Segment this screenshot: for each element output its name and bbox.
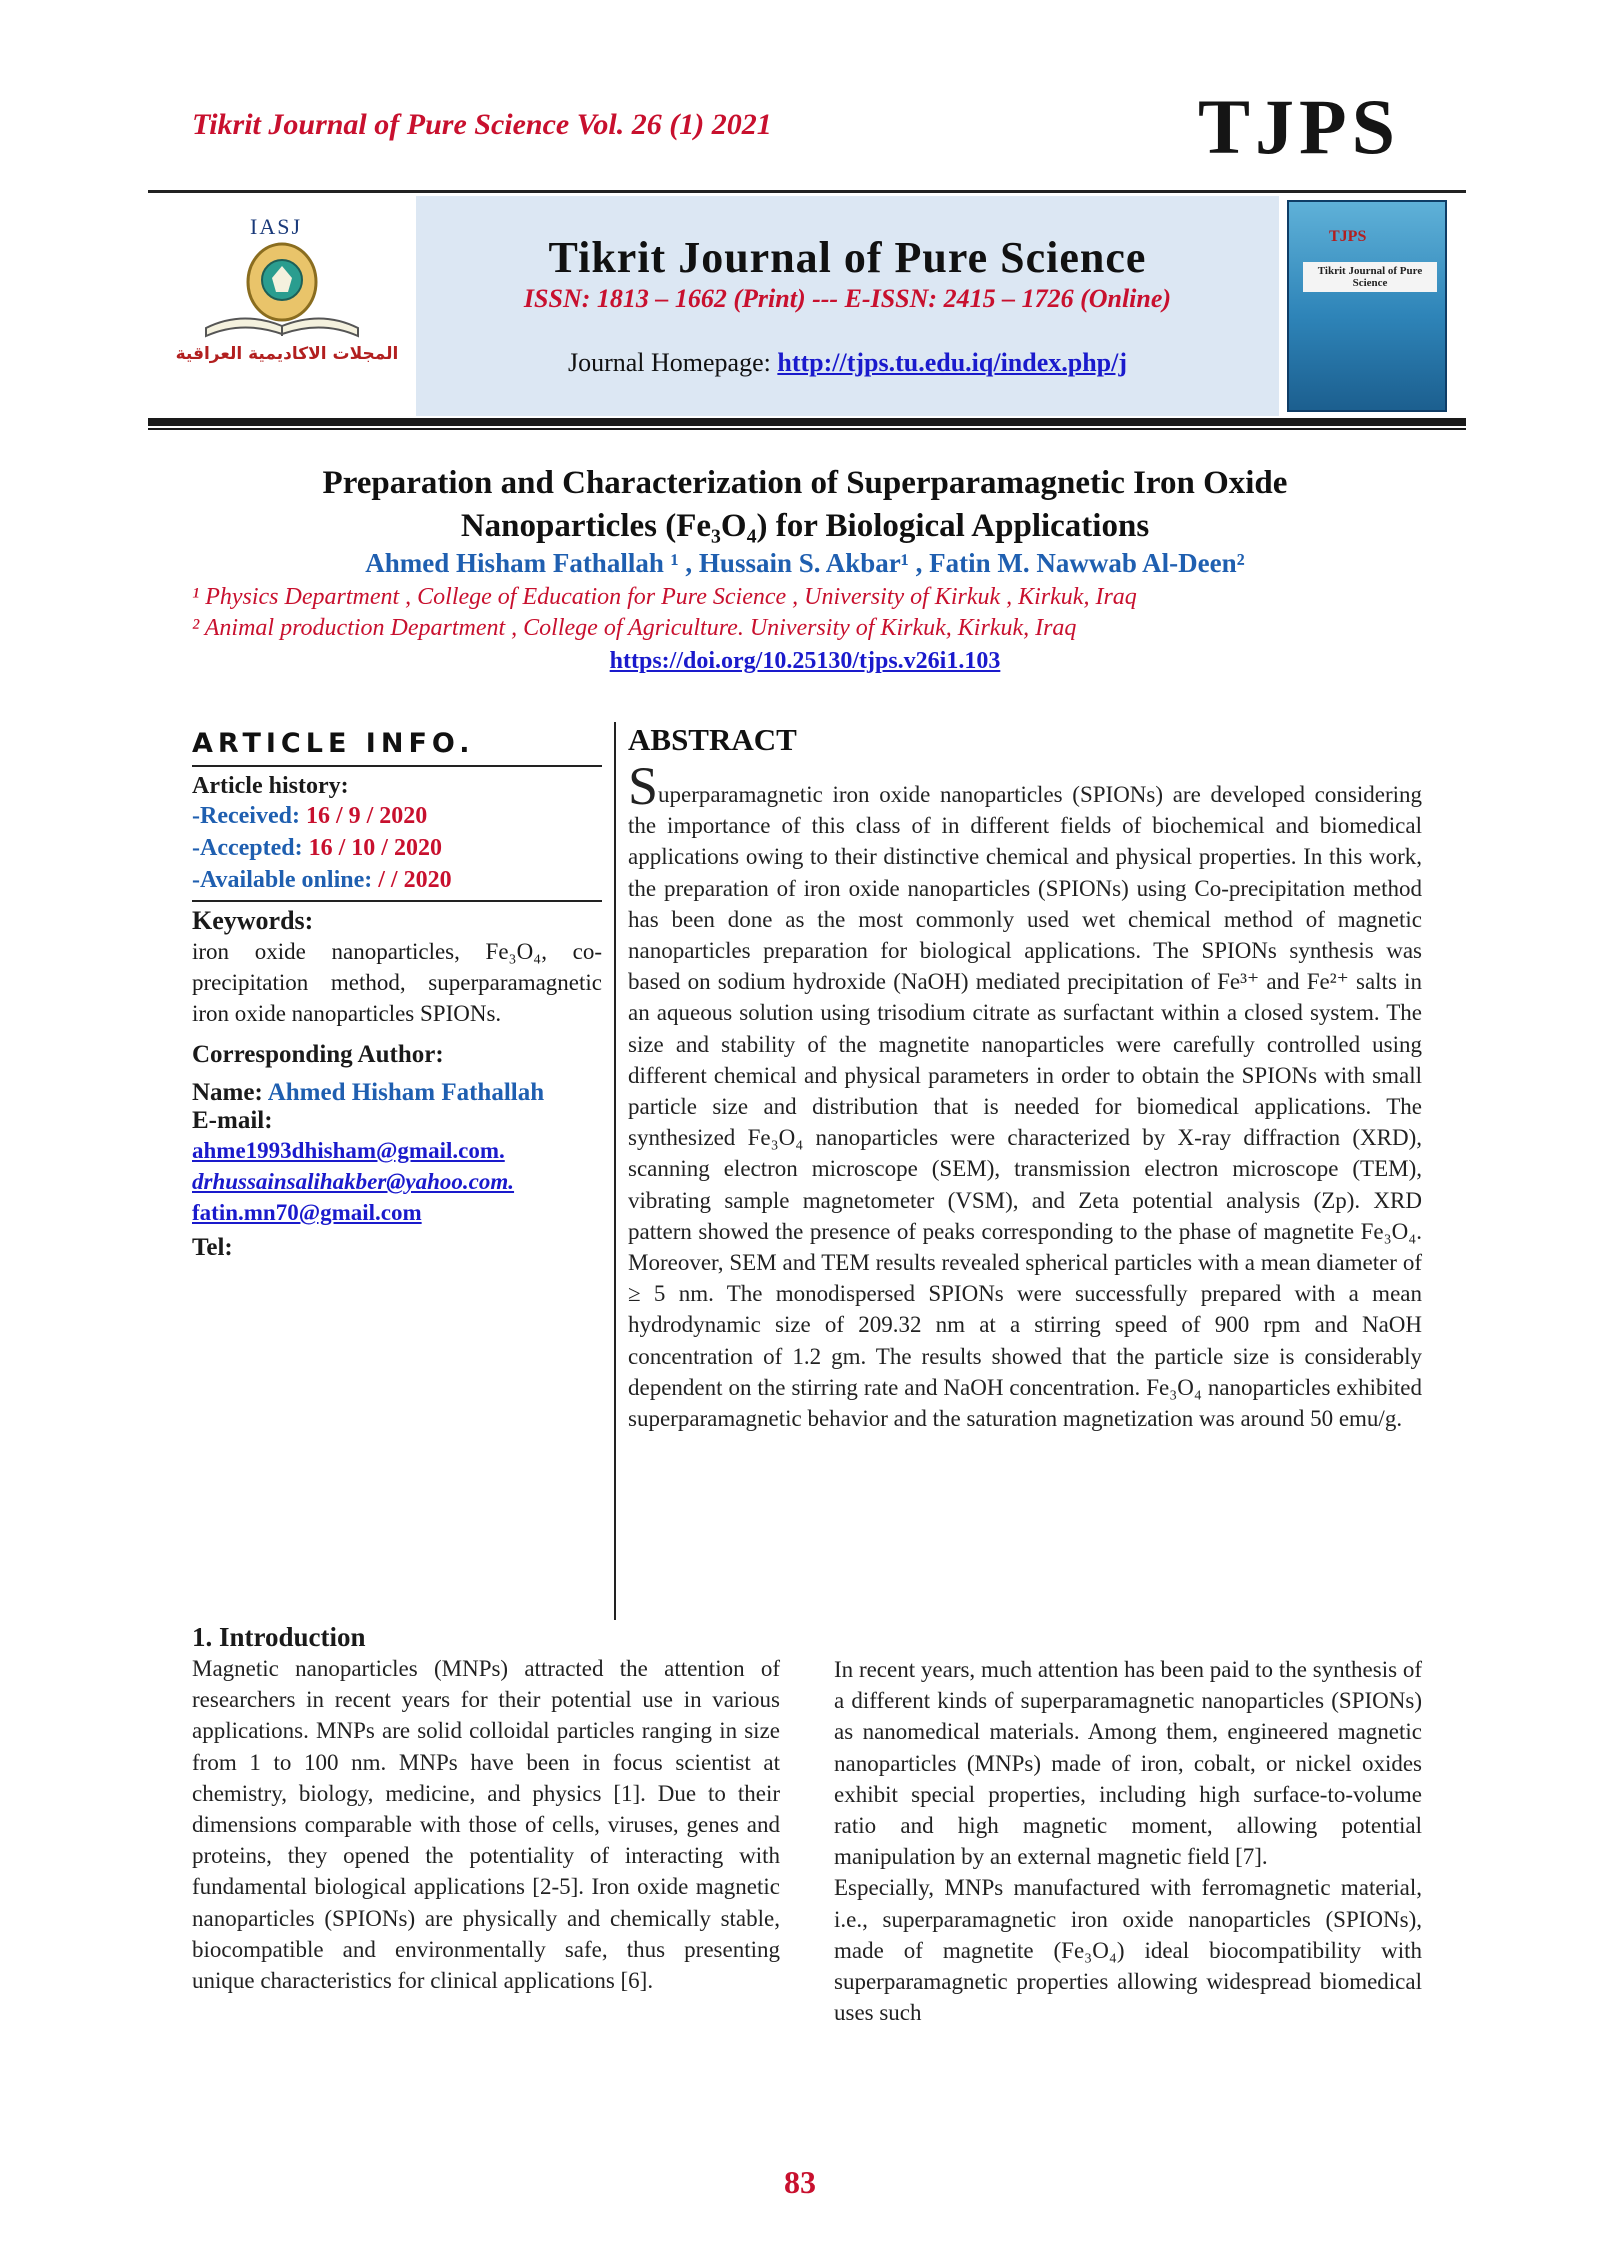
- page-number: 83: [784, 2164, 816, 2200]
- iasj-logo: [148, 196, 416, 416]
- keywords-box: [192, 900, 602, 1029]
- paper-title: [160, 462, 1450, 548]
- column-divider: [614, 722, 616, 1620]
- available-value: / / 2020: [378, 867, 452, 893]
- affiliation-1: ¹ Physics Department , College of Education for Pure Science , University of Kirkuk , Kirkuk, Iraq: [192, 584, 1137, 610]
- received-line: [192, 800, 602, 832]
- accepted-line: [192, 832, 602, 864]
- running-head: Tikrit Journal of Pure Science Vol. 26 (1) 2021: [192, 108, 772, 141]
- corresponding-heading: Corresponding Author:: [192, 1041, 444, 1068]
- journal-cover: [1279, 196, 1466, 416]
- issn: ISSN: 1813 – 1662 (Print) --- E-ISSN: 2415 – 1726 (Online): [523, 284, 1172, 313]
- homepage-label: Journal Homepage:: [567, 348, 771, 377]
- abstract-heading: ABSTRACT: [628, 722, 797, 757]
- authors: Ahmed Hisham Fathallah ¹ , Hussain S. Akbar¹ , Fatin M. Nawwab Al-Deen²: [365, 548, 1245, 578]
- abstract-text: [628, 756, 1422, 1434]
- available-line: [192, 864, 602, 896]
- introduction-right-column: [834, 1654, 1422, 2028]
- email-heading: E-mail:: [192, 1107, 273, 1134]
- email-link-3[interactable]: fatin.mn70@gmail.com: [192, 1200, 422, 1225]
- article-info-panel: [192, 728, 602, 1262]
- banner-rule-bottom: [148, 418, 1466, 426]
- tjps-logo: TJPS: [1198, 83, 1401, 170]
- cover-title: Tikrit Journal of Pure Science: [1303, 262, 1437, 292]
- abstract-body: uperparamagnetic iron oxide nanoparticles (SPIONs) are developed considering the importance of this class of in different fields of biochemical and biomedical applications owing to their distinctive chemical and physical properties. In this work, the preparation of iron oxide nanoparticles (SPIONs) using Co-precipitation method has been done as the most commonly used wet chemical method of magnetic nanoparticles preparation for biological applications. The SPIONs synthesis was based on sodium hydroxide (NaOH) mediated precipitation of Fe³⁺ and Fe²⁺ salts in an aqueous solution using trisodium citrate as surfactant within a closed system. The size and stability of the magnetite nanoparticles were carefully controlled using different chemical and physical parameters in order to obtain the SPIONs with small particle size and distribution that is needed for biomedical applications. The synthesized Fe₃O₄ nanoparticles were characterized by X-ray diffraction (XRD), scanning electron microscope (SEM), transmission electron microscope (TEM), vibrating sample magnetometer (VSM), and Zeta potential analysis (Zp). XRD pattern showed the presence of peaks corresponding to the phase of magnetite Fe₃O₄. Moreover, SEM and TEM results revealed spherical particles with a mean diameter of ≥ 5 nm. The monodispersed SPIONs were successfully prepared with a mean hydrodynamic size of 209.32 nm at a stirring speed of 900 rpm and NaOH concentration of 1.2 gm. The results showed that the particle size is considerably dependent on the stirring rate and NaOH concentration. Fe₃O₄ nanoparticles exhibited superparamagnetic behavior and the saturation magnetization was around 50 emu/g.: [628, 782, 1422, 1432]
- title-line-1: Preparation and Characterization of Superparamagnetic Iron Oxide: [322, 465, 1288, 501]
- introduction-heading: 1. Introduction: [192, 1622, 366, 1652]
- iasj-arabic-label: المجلات الاكاديمية العراقية: [175, 344, 399, 364]
- article-info-heading: ARTICLE INFO.: [192, 728, 602, 767]
- banner-rule-top: [148, 190, 1466, 193]
- introduction-left-column: [192, 1622, 780, 1996]
- available-label: -Available online:: [192, 867, 373, 893]
- introduction-paragraph-2: In recent years, much attention has been paid to the synthesis of a different kinds of superparamagnetic nanoparticles (SPIONs) as nanomedical materials. Among them, engineered magnetic nanoparticles (MNPs) made of iron, cobalt, or nickel oxides exhibit special properties, including high surface-to-volume ratio and high magnetic moment, allowing potential manipulation by an external magnetic field [7].: [834, 1657, 1422, 1870]
- drop-cap: S: [628, 756, 659, 816]
- homepage-link[interactable]: http://tjps.tu.edu.iq/index.php/j: [777, 348, 1128, 377]
- journal-name: Tikrit Journal of Pure Science: [548, 233, 1147, 282]
- journal-banner: [148, 196, 1466, 416]
- name-label: Name:: [192, 1079, 263, 1106]
- introduction-paragraph-1: Magnetic nanoparticles (MNPs) attracted the attention of researchers in recent years for their potential use in various applications. MNPs are solid colloidal particles ranging in size from 1 to 100 nm. MNPs have been in focus scientist at chemistry, biology, medicine, and physics [1]. Due to their dimensions comparable with those of cells, viruses, genes and proteins, they opened the potentiality of interacting with fundamental biological applications [2-5]. Iron oxide magnetic nanoparticles (SPIONs) are physically and chemically stable, biocompatible and environmentally safe, thus presenting unique characteristics for clinical applications [6].: [192, 1656, 780, 1994]
- accepted-label: -Accepted:: [192, 835, 303, 861]
- email-link-2[interactable]: drhussainsalihakber@yahoo.com.: [192, 1169, 515, 1194]
- journal-homepage: [416, 348, 1279, 378]
- accepted-value: 16 / 10 / 2020: [308, 835, 442, 861]
- tel-label: Tel:: [192, 1234, 233, 1261]
- affiliation-2: ² Animal production Department , College of Agriculture. University of Kirkuk, Kirkuk, Iraq: [192, 615, 1077, 641]
- email-link-1[interactable]: ahme1993dhisham@gmail.com.: [192, 1138, 505, 1163]
- iasj-emblem-icon: [202, 240, 362, 340]
- cover-image: [1287, 200, 1447, 412]
- title-line-2: Nanoparticles (Fe₃O₄) for Biological Applications: [460, 508, 1150, 544]
- received-value: 16 / 9 / 2020: [305, 803, 428, 829]
- keywords: iron oxide nanoparticles, Fe₃O₄, co-precipitation method, superparamagnetic iron oxide nanoparticles SPIONs.: [192, 939, 602, 1026]
- banner-rule-bottom-thin: [148, 428, 1466, 430]
- name-value: Ahmed Hisham Fathallah: [267, 1079, 545, 1106]
- doi-link[interactable]: https://doi.org/10.25130/tjps.v26i1.103: [609, 648, 1001, 674]
- author-name-line: [192, 1079, 602, 1107]
- cover-tjps: TJPS: [1329, 228, 1367, 245]
- banner-center: [416, 196, 1279, 416]
- history-heading: Article history:: [192, 773, 349, 799]
- introduction-paragraph-3: Especially, MNPs manufactured with ferromagnetic material, i.e., superparamagnetic iron oxide nanoparticles (SPIONs), made of magnetite (Fe₃O₄) ideal biocompatibility with superparamagnetic properties allowing widespread biomedical uses such: [834, 1875, 1422, 2026]
- keywords-heading: Keywords:: [192, 906, 314, 935]
- received-label: -Received:: [192, 803, 300, 829]
- iasj-label: IASJ: [250, 214, 303, 239]
- abstract-section: [628, 722, 1422, 1434]
